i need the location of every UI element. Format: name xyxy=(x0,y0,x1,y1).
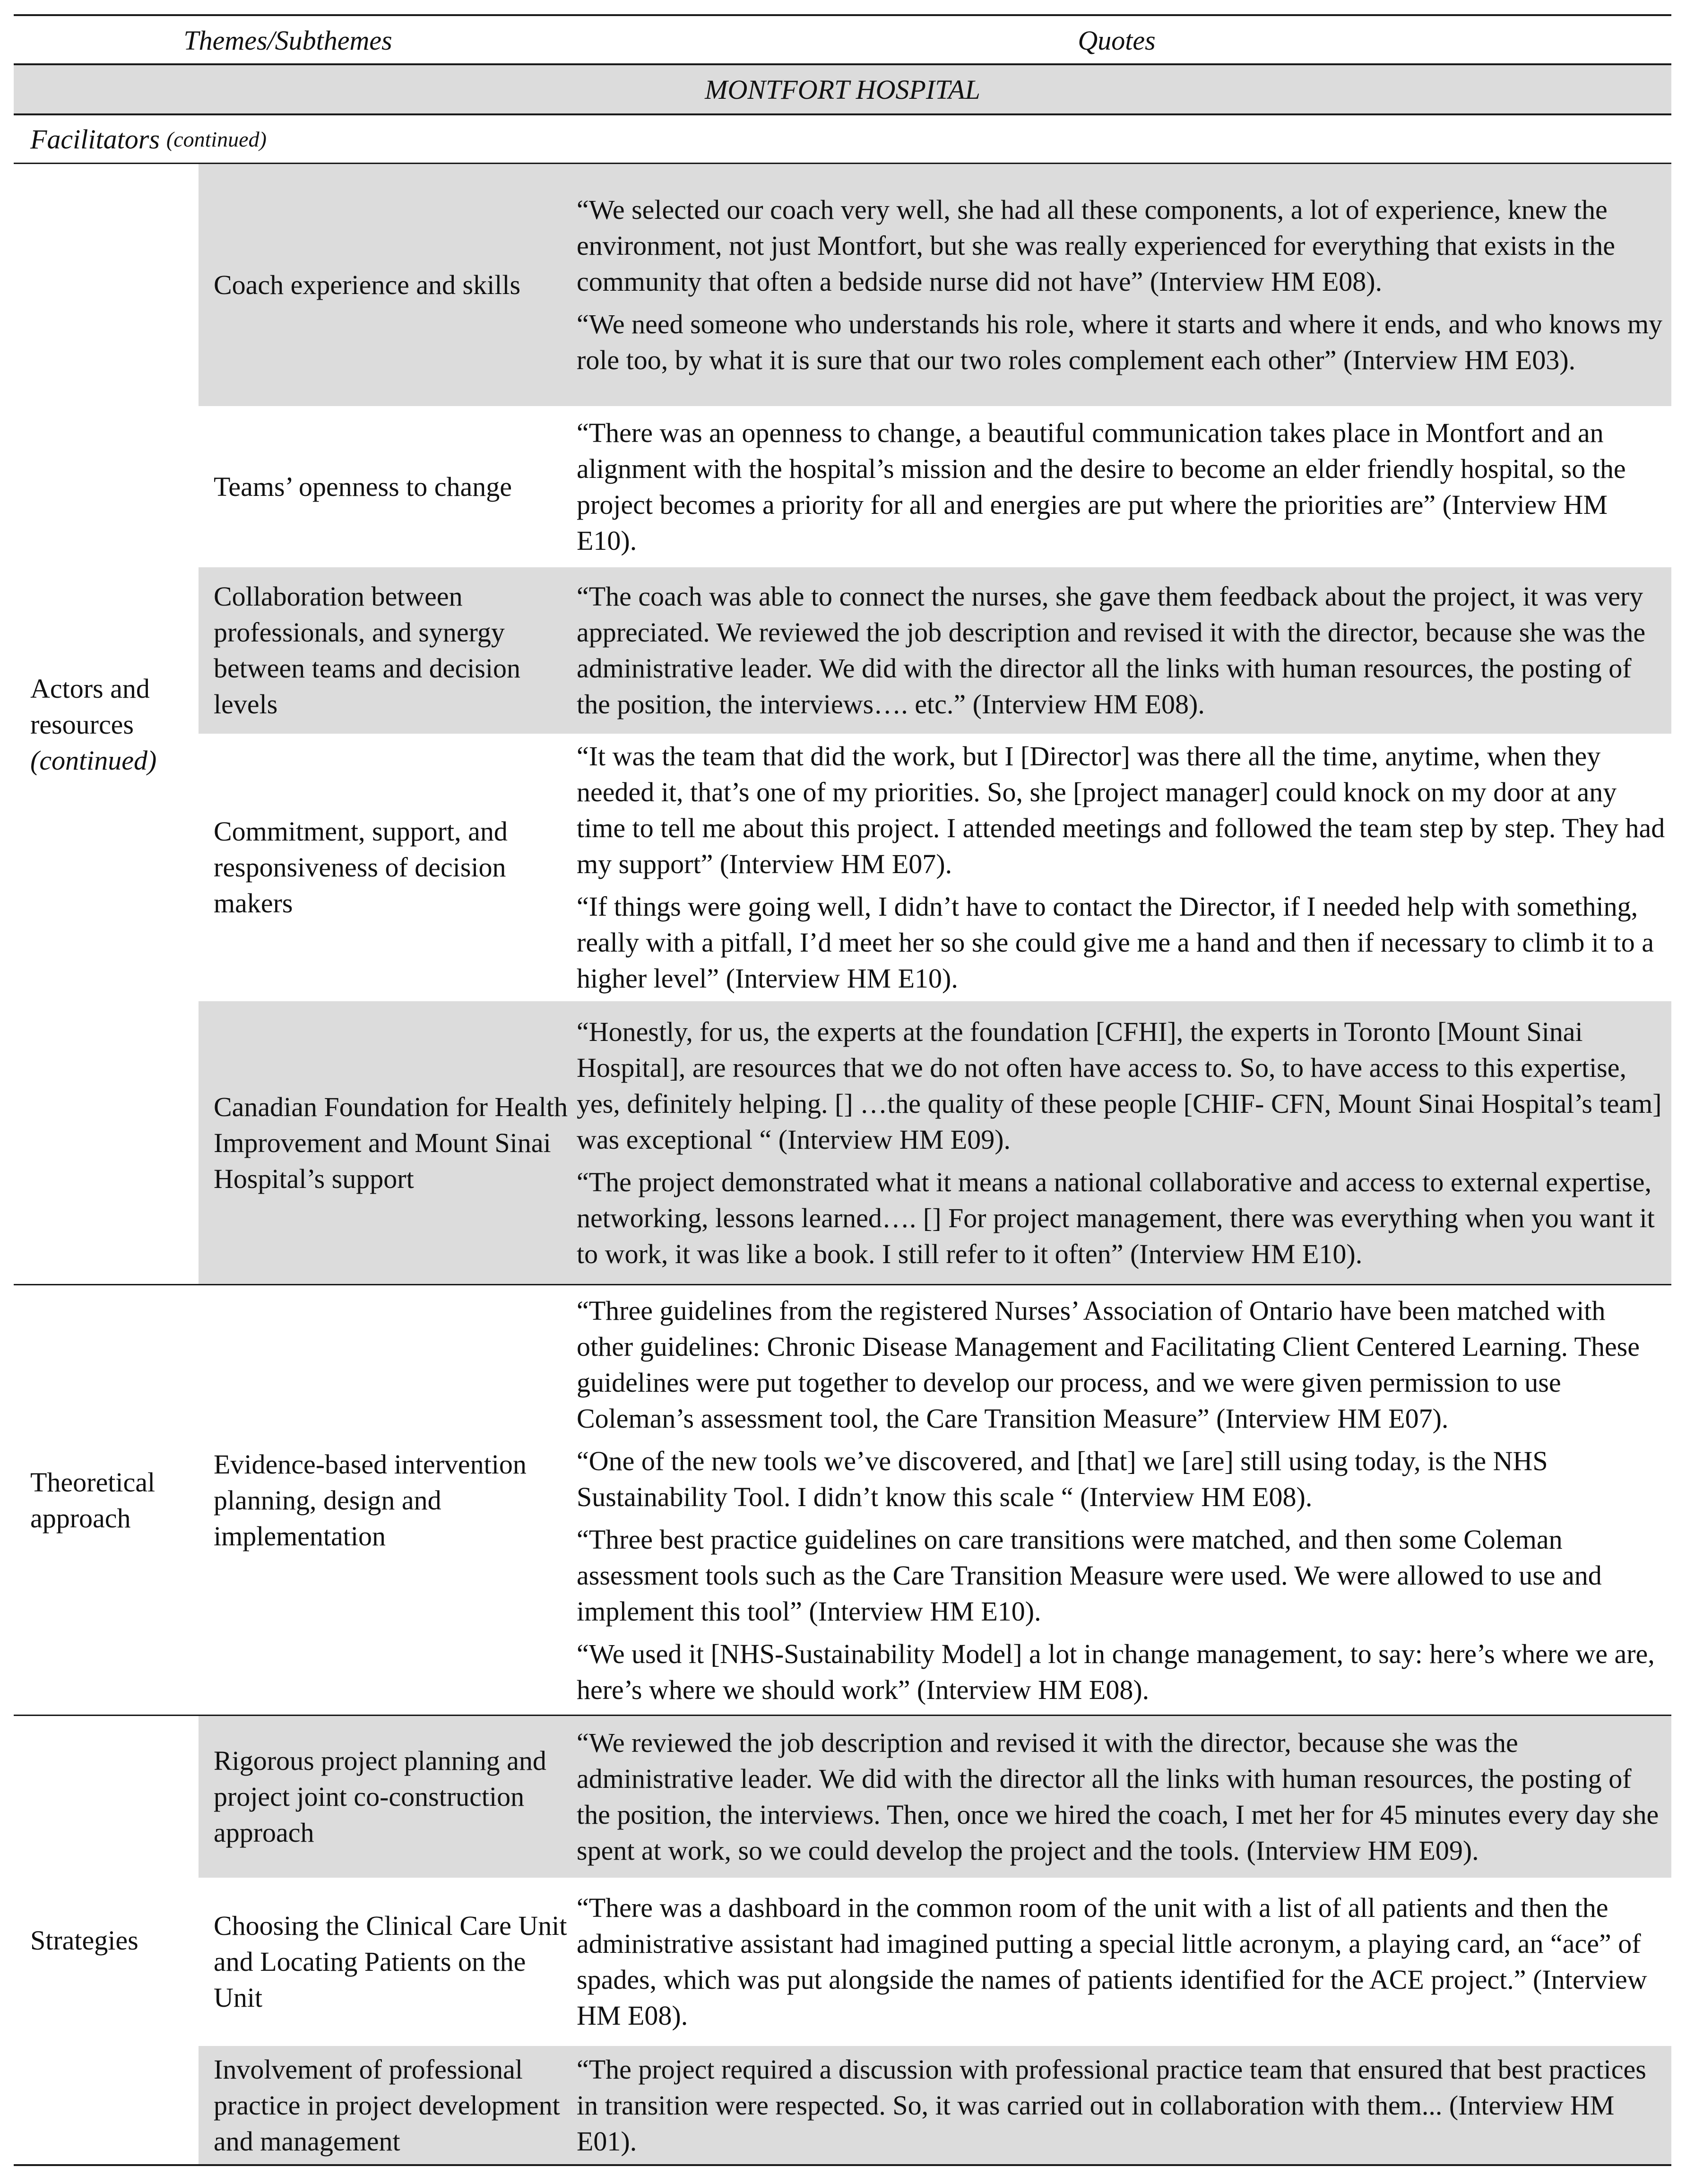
subtheme-label: Coach experience and skills xyxy=(214,269,521,300)
subtheme-label: Involvement of professional practice in project development and management xyxy=(214,2054,560,2157)
subtheme-label: Commitment, support, and responsiveness of decision makers xyxy=(214,816,508,919)
theme-label: Actors and resources xyxy=(30,673,150,740)
quotes-cell xyxy=(577,567,1669,734)
quote: “The coach was able to connect the nurses, she gave them feedback about the project, it was very appreciated. We reviewed the job description and revised it with the director, because she was the administrative leader. We did with the director all the links with human resources, the posting of the position, the interviews…. etc.” (Interview HM E08). xyxy=(577,581,1646,719)
quotes-cell xyxy=(577,1001,1669,1285)
subtheme-row xyxy=(199,1878,1671,2046)
quote: “We need someone who understands his role, where it starts and where it ends, and who knows my role too, by what it is sure that our two roles complement each other” (Interview HM E03). xyxy=(577,309,1663,375)
quotes-cell xyxy=(577,1285,1669,1716)
subtheme-row xyxy=(199,164,1671,406)
table-header-row xyxy=(14,16,1671,64)
header-themes-subthemes: Themes/Subthemes xyxy=(183,25,392,56)
theme-actors-and-resources xyxy=(14,164,193,1285)
quotes-cell xyxy=(577,1716,1669,1878)
subtheme-row xyxy=(199,406,1671,567)
subtheme-row xyxy=(199,1285,1671,1716)
quote: “The project required a discussion with professional practice team that ensured that best practices in transition were respected. So, it was carried out in collaboration with them... (Interview HM E01). xyxy=(577,2054,1646,2157)
subtheme-label: Teams’ openness to change xyxy=(214,471,512,502)
quote: “There was an openness to change, a beautiful communication takes place in Montfort and an alignment with the hospital’s mission and the desire to become an elder friendly hospital, so the project becomes a priority for all and energies are put where the priorities are” (Interview HM E10). xyxy=(577,417,1626,556)
hospital-name: MONTFORT HOSPITAL xyxy=(705,74,980,105)
table-bottom-rule xyxy=(14,2164,1671,2166)
subtheme-row xyxy=(199,567,1671,734)
theme-label: Strategies xyxy=(30,1925,138,1956)
quote: “There was a dashboard in the common room of the unit with a list of all patients and then the administrative assistant had imagined putting a special little acronym, a playing card, an “ace” of spades, which was put alongside the names of patients identified for the ACE project.” (Interview HM E08). xyxy=(577,1892,1647,2031)
section-label: Facilitators xyxy=(30,123,160,155)
subtheme-label: Evidence-based intervention planning, design and implementation xyxy=(214,1449,527,1551)
hospital-band xyxy=(14,65,1671,113)
quote: “We reviewed the job description and revised it with the director, because she was the administrative leader. We did with the director all the links with human resources, the posting of the position, the interviews. Then, once we hired the coach, I met her for 45 minutes every day she spent at work, so we could develop the project and the tools. (Interview HM E09). xyxy=(577,1727,1659,1866)
quotes-cell xyxy=(577,406,1669,567)
quote: “If things were going well, I didn’t have to contact the Director, if I needed help with something, really with a pitfall, I’d meet her so she could give me a hand and then if necessary to climb it to a higher level” (Interview HM E10). xyxy=(577,891,1654,994)
subtheme-row xyxy=(199,734,1671,1001)
header-quotes: Quotes xyxy=(1078,25,1156,56)
subtheme-row xyxy=(199,2046,1671,2165)
quotes-cell xyxy=(577,164,1669,406)
subtheme-row xyxy=(199,1716,1671,1878)
quote: “The project demonstrated what it means a national collaborative and access to external expertise, networking, lessons learned…. [] For project management, there was everything when you want it to work, it was like a book. I still refer to it often” (Interview HM E10). xyxy=(577,1167,1655,1269)
quote: “Three guidelines from the registered Nurses’ Association of Ontario have been matched with other guidelines: Chronic Disease Management and Facilitating Client Centered Learning. These guidelines were put together to develop our process, and we were given permission to use Coleman’s assessment tool, the Care Transition Measure” (Interview HM E07). xyxy=(577,1295,1640,1434)
quote: “One of the new tools we’ve discovered, and [that] we [are] still using today, is the NHS Sustainability Tool. I didn’t know this scale “ (Interview HM E08). xyxy=(577,1446,1548,1512)
subtheme-row xyxy=(199,1001,1671,1285)
quotes-cell xyxy=(577,2046,1669,2165)
theme-qualifier: (continued) xyxy=(30,745,157,776)
subtheme-label: Choosing the Clinical Care Unit and Locating Patients on the Unit xyxy=(214,1910,567,2013)
theme-strategies xyxy=(14,1716,193,2165)
quotes-cell xyxy=(577,734,1669,1001)
subtheme-label: Canadian Foundation for Health Improvement and Mount Sinai Hospital’s support xyxy=(214,1092,568,1194)
quote: “Honestly, for us, the experts at the foundation [CFHI], the experts in Toronto [Mount Sinai Hospital], are resources that we do not often have access to. So, to have access to this expertise, yes, definitely helping. [] …the quality of these people [CHIF- CFN, Mount Sinai Hospital’s team] was exceptional “ (Interview HM E09). xyxy=(577,1016,1662,1155)
subtheme-label: Collaboration between professionals, and synergy between teams and decision levels xyxy=(214,581,521,719)
theme-theoretical-approach xyxy=(14,1285,193,1716)
subtheme-label: Rigorous project planning and project joint co-construction approach xyxy=(214,1745,546,1848)
section-label-row xyxy=(14,115,1671,163)
quote: “We used it [NHS-Sustainability Model] a lot in change management, to say: here’s where we are, here’s where we should work” (Interview HM E08). xyxy=(577,1638,1655,1705)
quotes-cell xyxy=(577,1878,1669,2046)
theme-label: Theoretical approach xyxy=(30,1467,156,1534)
quote: “We selected our coach very well, she had all these components, a lot of experience, knew the environment, not just Montfort, but she was really experienced for everything that exists in the community that often a bedside nurse did not have” (Interview HM E08). xyxy=(577,194,1616,297)
section-qualifier: (continued) xyxy=(166,127,267,151)
quote: “It was the team that did the work, but I [Director] was there all the time, anytime, when they needed it, that’s one of my priorities. So, she [project manager] could knock on my door at any time to tell me about this project. I attended meetings and followed the team step by step. They had my support” (Interview HM E07). xyxy=(577,741,1665,879)
quote: “Three best practice guidelines on care transitions were matched, and then some Coleman assessment tools such as the Care Transition Measure were used. We were allowed to use and implement this tool” (Interview HM E10). xyxy=(577,1524,1602,1627)
